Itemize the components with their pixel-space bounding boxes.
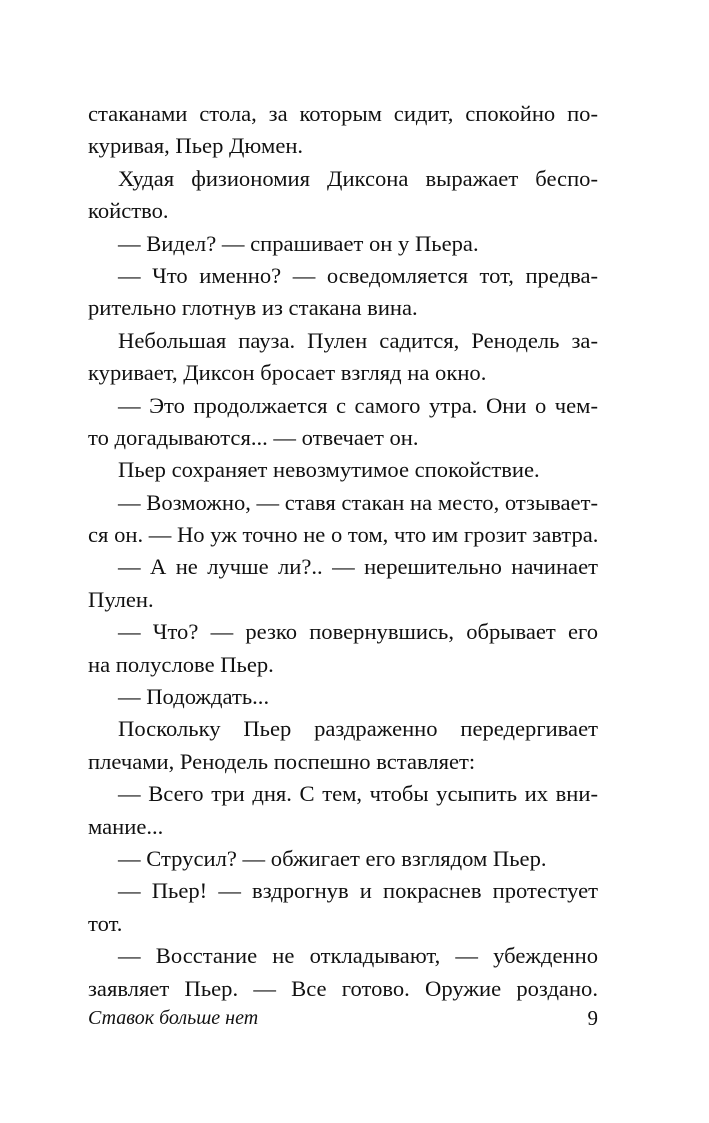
page-number: 9 bbox=[587, 1006, 598, 1030]
text-line: — Что? — резко повернувшись, обрывает его bbox=[118, 619, 598, 645]
text-line: — Это продолжается с самого утра. Они о чем- bbox=[118, 392, 598, 418]
text-line: Пулен. bbox=[88, 586, 154, 612]
text-line: — Возможно, — ставя стакан на место, отзывает- bbox=[118, 489, 598, 515]
text-line: рительно глотнув из стакана вина. bbox=[88, 295, 418, 321]
page-footer bbox=[88, 1003, 598, 1033]
text-line: — Подождать... bbox=[118, 684, 270, 710]
text-line: заявляет Пьер. — Все готово. Оружие роздано. bbox=[88, 975, 598, 1001]
text-line: тот. bbox=[88, 910, 123, 936]
text-line: стаканами стола, за которым сидит, спокойно по- bbox=[88, 101, 598, 126]
text-line: то догадываются... — отвечает он. bbox=[88, 424, 419, 450]
text-line: — Видел? — спрашивает он у Пьера. bbox=[118, 230, 479, 256]
text-line: — Всего три дня. С тем, чтобы усыпить их вни- bbox=[118, 781, 598, 807]
text-line: Пьер сохраняет невозмутимое спокойствие. bbox=[118, 457, 540, 483]
text-line: — Пьер! — вздрогнув и покраснев протестует bbox=[118, 878, 598, 904]
text-line: Небольшая пауза. Пулен садится, Ренодель за- bbox=[118, 327, 598, 353]
text-line: мание... bbox=[88, 813, 164, 839]
running-title: Ставок больше нет bbox=[88, 1007, 259, 1029]
text-line: — Что именно? — осведомляется тот, предва- bbox=[118, 262, 598, 288]
text-line: койство. bbox=[88, 198, 169, 224]
text-line: куривая, Пьер Дюмен. bbox=[88, 133, 304, 159]
body-text bbox=[88, 98, 598, 1005]
text-line: — Восстание не откладывают, — убежденно bbox=[118, 943, 598, 969]
text-line: Худая физиономия Диксона выражает беспо- bbox=[118, 165, 598, 191]
text-line: плечами, Ренодель поспешно вставляет: bbox=[88, 748, 476, 774]
text-line: ся он. — Но уж точно не о том, что им грозит завтра. bbox=[88, 522, 599, 548]
text-line: Поскольку Пьер раздраженно передергивает bbox=[118, 716, 598, 742]
text-line: — А не лучше ли?.. — нерешительно начинает bbox=[118, 554, 598, 580]
text-line: на полуслове Пьер. bbox=[88, 651, 274, 677]
text-line: — Струсил? — обжигает его взглядом Пьер. bbox=[118, 845, 547, 871]
text-line: куривает, Диксон бросает взгляд на окно. bbox=[88, 360, 487, 386]
